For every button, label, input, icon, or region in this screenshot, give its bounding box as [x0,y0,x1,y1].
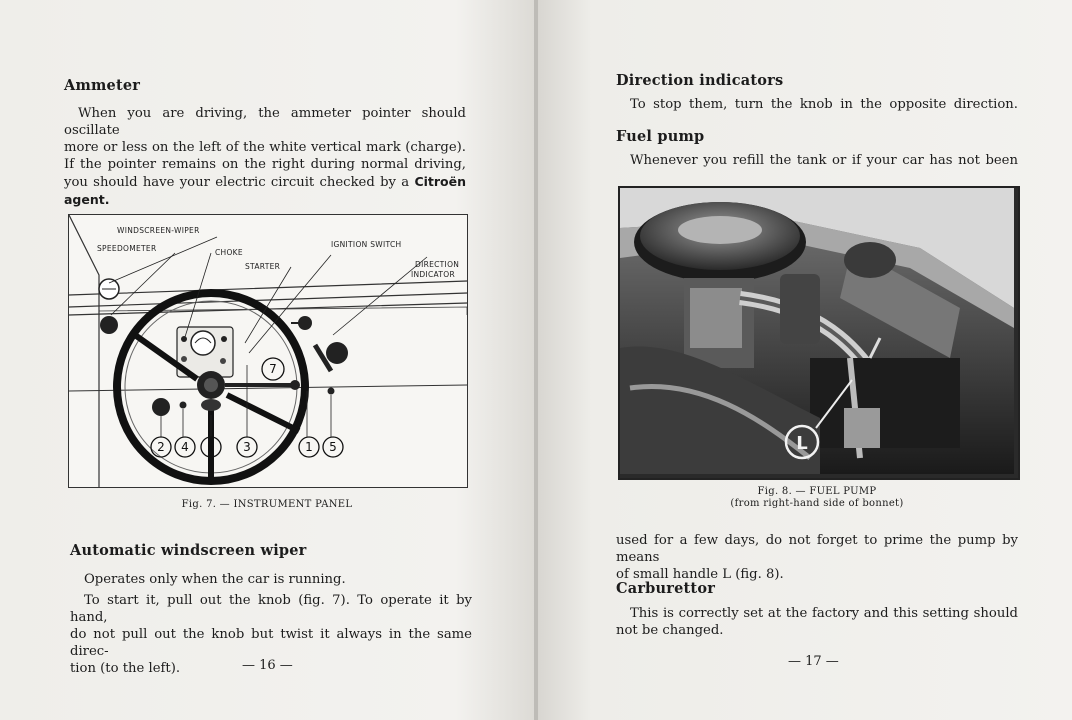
wiper-line: Operates only when the car is running. [84,572,346,587]
label-choke: CHOKE [215,248,243,257]
fuel-pump-paragraph-bottom [616,532,1018,583]
wiper-heading: Automatic windscreen wiper [70,542,307,559]
ammeter-line: When you are driving, the ammeter pointer should oscillate [64,106,466,138]
number-3: 3 [243,440,251,454]
ammeter-line [64,173,466,191]
citroen-bold: Citroën [414,174,466,189]
wiper-paragraph-1 [70,571,472,588]
carburettor-line: not be changed. [616,623,724,638]
fuel-pump-line: used for a few days, do not forget to prime the pump by means [616,533,1018,565]
figure8-caption [618,486,1016,510]
instrument-panel-figure [68,214,468,488]
label-speedometer: SPEEDOMETER [97,244,157,253]
direction-indicators-heading: Direction indicators [616,72,784,89]
direction-line: To stop them, turn the knob in the opposite direction. [630,97,1018,112]
figure8-caption-line: Fig. 8. — FUEL PUMP [757,486,877,497]
figure8-caption-line: (from right-hand side of bonnet) [730,498,904,509]
number-5: 5 [329,440,337,454]
number-6: 6 [207,440,215,454]
callout-numbers [151,437,343,457]
label-direction-indicator: INDICATOR [411,270,455,279]
carburettor-paragraph [616,605,1018,639]
fuel-pump-line: of small handle L (fig. 8). [616,567,784,582]
number-1: 1 [305,440,313,454]
fuel-pump-photo [618,186,1020,480]
number-4: 4 [181,440,189,454]
right-page [538,0,1072,720]
ammeter-line: more or less on the left of the white vertical mark (charge). [64,140,466,155]
wiper-line: tion (to the left). [70,661,181,676]
carburettor-heading: Carburettor [616,580,716,597]
fuel-pump-engine-image [620,188,1014,474]
ammeter-text: you should have your electric circuit checked by a [64,175,415,190]
label-ignition-switch: IGNITION SWITCH [331,240,402,249]
wiper-line: To start it, pull out the knob (fig. 7). To operate it by hand, [70,593,472,625]
wiper-line: do not pull out the knob but twist it always in the same direc- [70,627,472,659]
fuel-pump-paragraph-top [616,152,1018,169]
number-2: 2 [157,440,165,454]
figure7-caption: Fig. 7. — INSTRUMENT PANEL [181,499,353,510]
label-starter: STARTER [245,262,281,271]
agent-bold: agent. [64,192,110,207]
fuel-pump-heading: Fuel pump [616,128,705,145]
page-number-16: — 16 — [242,658,293,673]
ammeter-line: If the pointer remains on the right during normal driving, [64,157,466,172]
carburettor-line: This is correctly set at the factory and this setting should [630,606,1018,621]
ammeter-heading: Ammeter [64,77,141,94]
number-7: 7 [269,362,277,376]
ammeter-paragraph [64,105,466,209]
direction-indicators-paragraph [616,96,1018,113]
fuel-pump-line: Whenever you refill the tank or if your car has not been [630,153,1018,168]
page-number-17: — 17 — [788,654,839,669]
label-direction-indicator: DIRECTION [415,260,460,269]
label-windscreen-wiper: WINDSCREEN-WIPER [117,226,200,235]
instrument-panel-drawing [69,215,467,487]
handle-l-marker: L [796,433,808,454]
